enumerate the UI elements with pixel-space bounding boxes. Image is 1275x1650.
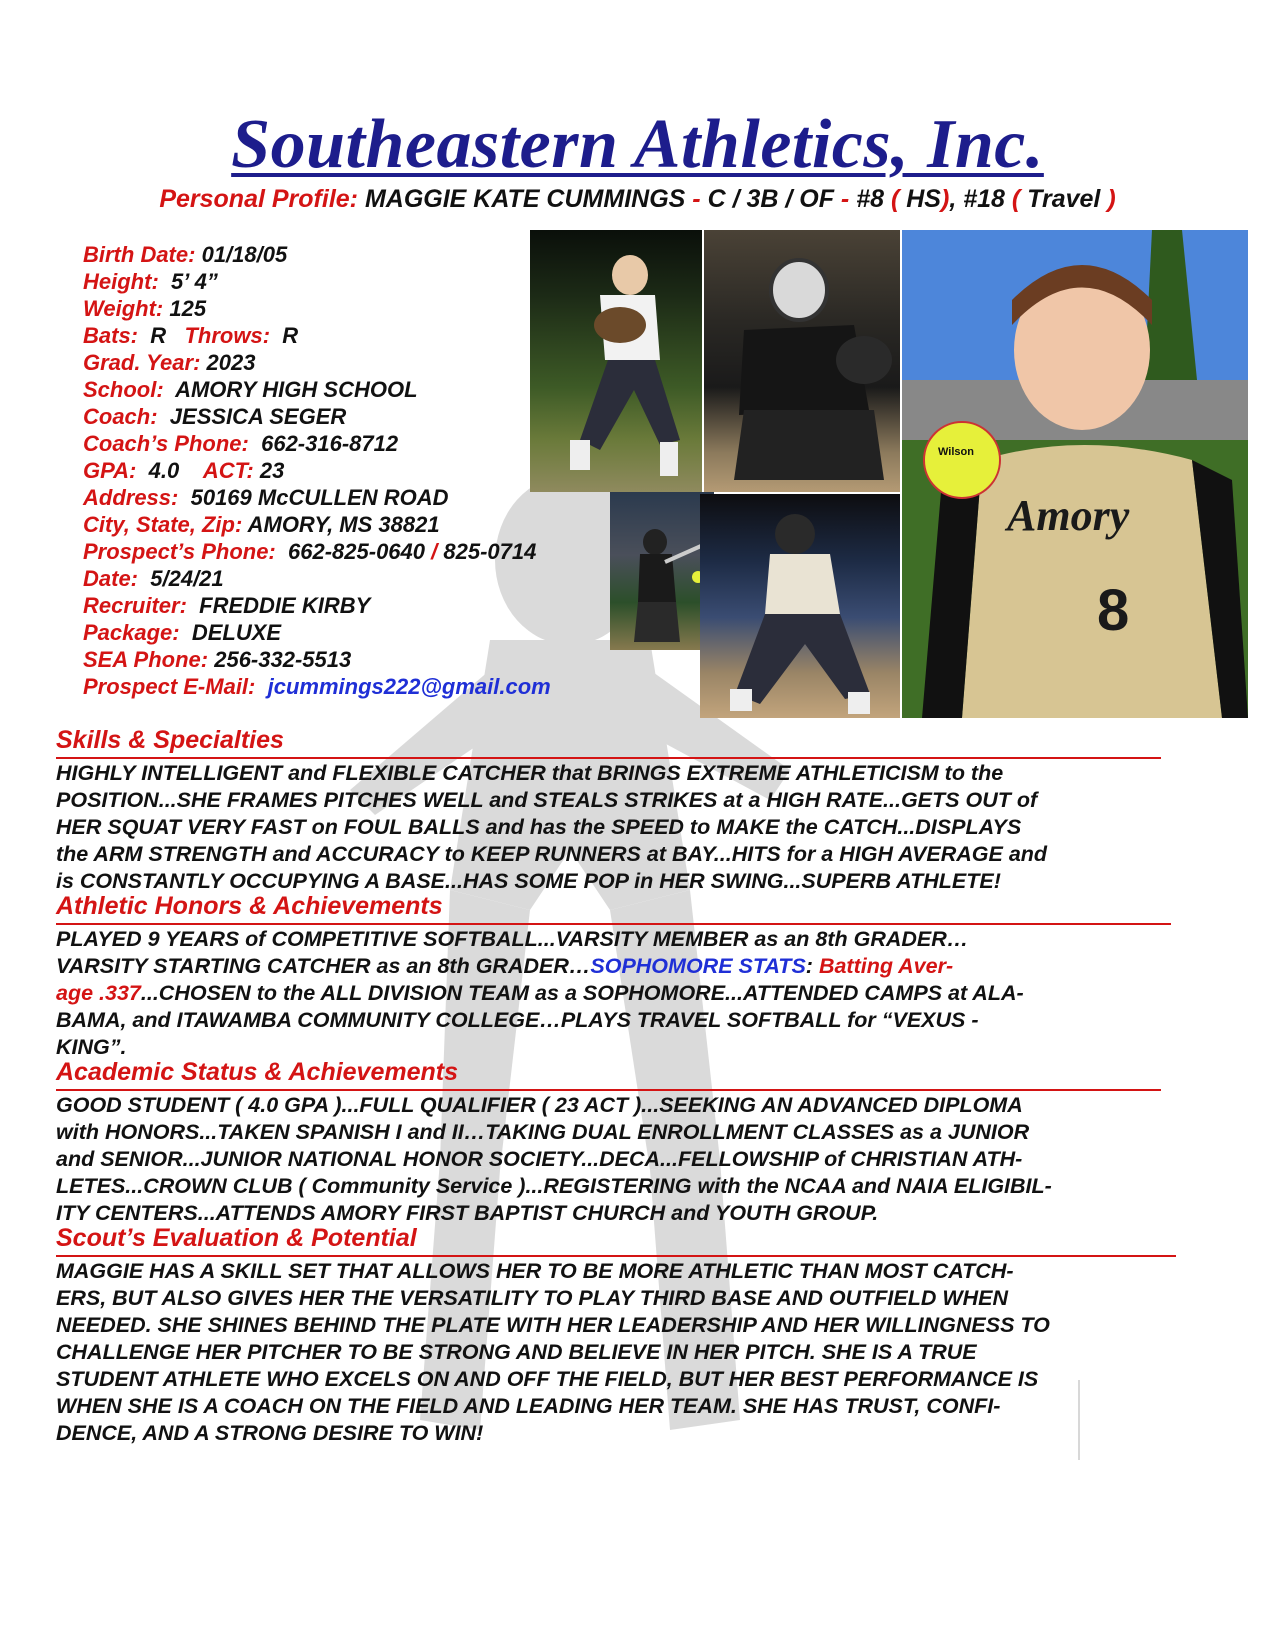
scout-line: STUDENT ATHLETE WHO EXCELS ON AND OFF THE FIELD, BUT HER BEST PERFORMANCE IS	[56, 1367, 1039, 1391]
bats-label: Bats:	[83, 323, 139, 348]
athletic-heading: Athletic Honors & Achievements	[56, 892, 443, 920]
academic-line: LETES...CROWN CLUB ( Community Service )...REGISTERING with the NCAA and NAIA ELIGIBIL-	[56, 1174, 1052, 1198]
scout-paragraph	[56, 1258, 1226, 1447]
height-value: 5’ 4”	[171, 269, 218, 294]
height-label: Height:	[83, 269, 159, 294]
photo-portrait	[902, 230, 1248, 718]
act-value: 23	[259, 458, 285, 483]
comma: ,	[949, 185, 957, 213]
pitcher-figure	[530, 230, 702, 492]
sea-phone-value: 256-332-5513	[214, 647, 352, 672]
portrait-figure	[902, 230, 1248, 718]
jersey-text: Amory	[1007, 491, 1130, 540]
batter-figure	[610, 492, 714, 650]
prospect-phone-row	[83, 539, 536, 565]
athletic-line: PLAYED 9 YEARS of COMPETITIVE SOFTBALL...VARSITY MEMBER as an 8th GRADER…	[56, 927, 969, 951]
skills-line: the ARM STRENGTH and ACCURACY to KEEP RUNNERS at BAY...HITS for a HIGH AVERAGE and	[56, 842, 1048, 866]
email-label: Prospect E-Mail:	[83, 674, 256, 699]
separator-dash: -	[692, 185, 701, 213]
throws-label: Throws:	[184, 323, 271, 348]
travel-number: #18	[963, 185, 1005, 213]
paren-open: (	[890, 185, 900, 213]
academic-rule	[56, 1089, 1161, 1091]
scout-line: MAGGIE HAS A SKILL SET THAT ALLOWS HER TO BE MORE ATHLETIC THAN MOST CATCH-	[56, 1259, 1014, 1283]
catcher-figure	[704, 230, 900, 492]
school-row	[83, 377, 418, 403]
scout-line: WHEN SHE IS A COACH ON THE FIELD AND LEADING HER TEAM. SHE HAS TRUST, CONFI-	[56, 1394, 1001, 1418]
sea-phone-label: SEA Phone:	[83, 647, 209, 672]
paren-open: (	[1011, 185, 1021, 213]
sea-phone-row	[83, 647, 351, 673]
package-label: Package:	[83, 620, 180, 645]
address-label: Address:	[83, 485, 179, 510]
prospect-phone-value-1: 662-825-0640	[288, 539, 426, 564]
weight-row	[83, 296, 206, 322]
photo-catching	[704, 230, 900, 492]
academic-line: ITY CENTERS...ATTENDS AMORY FIRST BAPTIST CHURCH and YOUTH GROUP.	[56, 1201, 879, 1225]
divider-line	[1078, 1380, 1080, 1460]
address-value: 50169 McCULLEN ROAD	[190, 485, 449, 510]
recruiter-row	[83, 593, 370, 619]
academic-paragraph	[56, 1092, 1226, 1227]
height-row	[83, 269, 218, 295]
scout-line: NEEDED. SHE SHINES BEHIND THE PLATE WITH HER LEADERSHIP AND HER WILLINGNESS TO	[56, 1313, 1050, 1337]
prospect-phone-value-2: 825-0714	[443, 539, 537, 564]
coach-phone-value: 662-316-8712	[261, 431, 399, 456]
sophomore-stats-label: SOPHOMORE STATS	[590, 954, 806, 978]
date-label: Date:	[83, 566, 139, 591]
prospect-phone-label: Prospect’s Phone:	[83, 539, 276, 564]
city-row	[83, 512, 440, 538]
prospect-phone-separator: /	[431, 539, 438, 564]
batting-average-value: age .337	[56, 981, 141, 1005]
academic-heading: Academic Status & Achievements	[56, 1058, 459, 1086]
athletic-line	[56, 980, 1226, 1007]
company-title: Southeastern Athletics, Inc.	[231, 106, 1044, 183]
email-row	[83, 674, 551, 700]
coach-phone-label: Coach’s Phone:	[83, 431, 249, 456]
birth-date-row	[83, 242, 287, 268]
recruiter-value: FREDDIE KIRBY	[199, 593, 371, 618]
skills-line: HER SQUAT VERY FAST on FOUL BALLS and has the SPEED to MAKE the CATCH...DISPLAYS	[56, 815, 1022, 839]
profile-header-line	[0, 185, 1275, 214]
address-row	[83, 485, 449, 511]
player-positions: C / 3B / OF	[707, 185, 834, 213]
athletic-line	[56, 953, 1226, 980]
skills-line: POSITION...SHE FRAMES PITCHES WELL and STEALS STRIKES at a HIGH RATE...GETS OUT of	[56, 788, 1038, 812]
skills-line: HIGHLY INTELLIGENT and FLEXIBLE CATCHER that BRINGS EXTREME ATHLETICISM to the	[56, 761, 1004, 785]
travel-label: Travel	[1027, 185, 1101, 213]
email-link[interactable]: jcummings222@gmail.com	[267, 674, 551, 699]
coach-label: Coach:	[83, 404, 158, 429]
paren-close: )	[940, 185, 950, 213]
city-label: City, State, Zip:	[83, 512, 243, 537]
athletic-text: VARSITY STARTING CATCHER as an 8th GRADER…	[56, 954, 591, 978]
ball-logo-text: Wilson	[938, 446, 974, 458]
academic-line: GOOD STUDENT ( 4.0 GPA )...FULL QUALIFIER ( 23 ACT )...SEEKING AN ADVANCED DIPLOMA	[56, 1093, 1023, 1117]
skills-rule	[56, 757, 1161, 759]
photo-pitching	[530, 230, 702, 492]
athletic-rule	[56, 923, 1171, 925]
birth-date-label: Birth Date:	[83, 242, 196, 267]
weight-value: 125	[169, 296, 207, 321]
birth-date-value: 01/18/05	[201, 242, 288, 267]
bats-throws-row	[83, 323, 298, 349]
grad-year-label: Grad. Year:	[83, 350, 201, 375]
profile-label: Personal Profile:	[159, 185, 358, 213]
athletic-line: KING”.	[56, 1035, 127, 1059]
coach-row	[83, 404, 346, 430]
school-label: School:	[83, 377, 164, 402]
player-name: MAGGIE KATE CUMMINGS	[364, 185, 686, 213]
separator-dash: -	[840, 185, 850, 213]
gpa-act-row	[83, 458, 284, 484]
gpa-value: 4.0	[148, 458, 180, 483]
athletic-paragraph	[56, 926, 1226, 1061]
jersey-number: 8	[1097, 578, 1130, 643]
skills-heading: Skills & Specialties	[56, 726, 284, 754]
coach-phone-row	[83, 431, 398, 457]
hs-label: HS	[906, 185, 941, 213]
scout-line: ERS, BUT ALSO GIVES HER THE VERSATILITY TO PLAY THIRD BASE AND OUTFIELD WHEN	[56, 1286, 1009, 1310]
weight-label: Weight:	[83, 296, 164, 321]
act-label: ACT:	[202, 458, 254, 483]
date-value: 5/24/21	[150, 566, 224, 591]
scout-line: CHALLENGE HER PITCHER TO BE STRONG AND BELIEVE IN HER PITCH. SHE IS A TRUE	[56, 1340, 977, 1364]
skills-line: is CONSTANTLY OCCUPYING A BASE...HAS SOME POP in HER SWING...SUPERB ATHLETE!	[56, 869, 1001, 893]
throws-value: R	[282, 323, 299, 348]
package-value: DELUXE	[191, 620, 282, 645]
gpa-label: GPA:	[83, 458, 137, 483]
paren-close: )	[1107, 185, 1116, 213]
runner-figure	[700, 494, 900, 718]
photo-batting	[610, 492, 714, 650]
academic-line: and SENIOR...JUNIOR NATIONAL HONOR SOCIETY...DECA...FELLOWSHIP of CHRISTIAN ATH-	[56, 1147, 1023, 1171]
skills-paragraph	[56, 760, 1226, 895]
scout-rule	[56, 1255, 1176, 1257]
date-row	[83, 566, 224, 592]
colon: :	[805, 954, 819, 978]
hs-number: #8	[856, 185, 885, 213]
scout-line: DENCE, AND A STRONG DESIRE TO WIN!	[56, 1421, 484, 1445]
scout-heading: Scout’s Evaluation & Potential	[56, 1224, 417, 1252]
athletic-line: BAMA, and ITAWAMBA COMMUNITY COLLEGE…PLAYS TRAVEL SOFTBALL for “VEXUS -	[56, 1008, 979, 1032]
athletic-text: ...CHOSEN to the ALL DIVISION TEAM as a SOPHOMORE...ATTENDED CAMPS at ALA-	[140, 981, 1024, 1005]
city-value: AMORY, MS 38821	[247, 512, 440, 537]
photo-baserunning	[700, 494, 900, 718]
coach-value: JESSICA SEGER	[169, 404, 347, 429]
grad-year-value: 2023	[206, 350, 256, 375]
grad-year-row	[83, 350, 255, 376]
academic-line: with HONORS...TAKEN SPANISH I and II…TAKING DUAL ENROLLMENT CLASSES as a JUNIOR	[56, 1120, 1030, 1144]
school-value: AMORY HIGH SCHOOL	[175, 377, 418, 402]
batting-average-label: Batting Aver-	[818, 954, 954, 978]
recruiter-label: Recruiter:	[83, 593, 187, 618]
bats-value: R	[150, 323, 167, 348]
package-row	[83, 620, 281, 646]
